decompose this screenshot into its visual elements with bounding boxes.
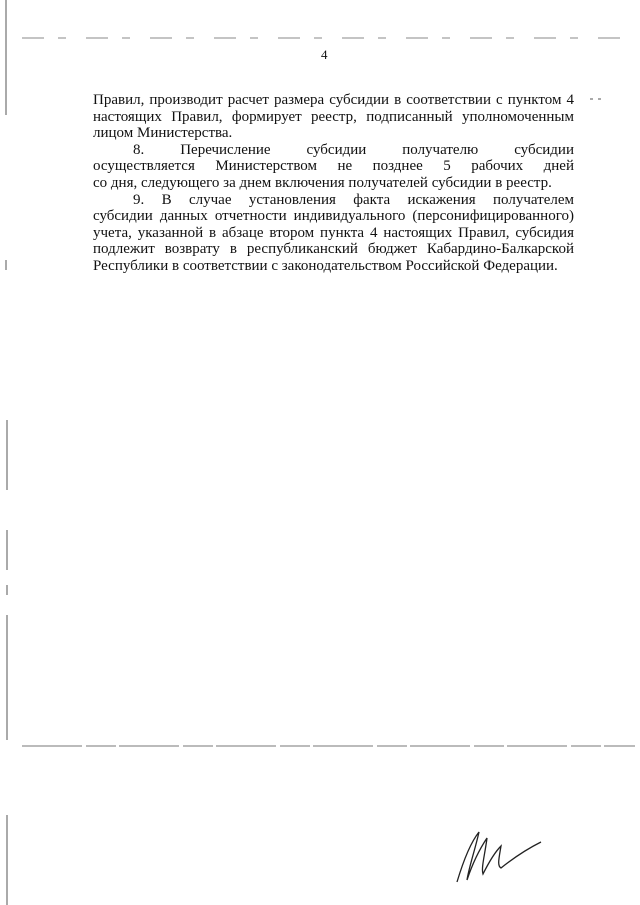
text-line: лицом Министерства. [93, 125, 233, 142]
paragraph-9-start: 9. В случае установления факта искажения получателем [133, 191, 574, 208]
paragraph-8-start: 8. Перечисление субсидии получателю субсидии [133, 141, 574, 158]
text-line: субсидии данных отчетности индивидуального (персонифицированного) [93, 208, 574, 225]
text-line: настоящих Правил, формирует реестр, подписанный уполномоченным [93, 108, 574, 125]
text-line: Республики в соответствии с законодательством Российской Федерации. [93, 257, 558, 274]
text-line: со дня, следующего за днем включения получателей субсидии в реестр. [93, 174, 552, 191]
text-line: подлежит возврату в республиканский бюджет Кабардино-Балкарской [93, 241, 574, 258]
body-text [93, 92, 574, 275]
text-line: учета, указанной в абзаце втором пункта 4 настоящих Правил, субсидия [93, 224, 574, 241]
text-line: осуществляется Министерством не позднее 5 рабочих дней [93, 158, 574, 175]
signature [445, 822, 565, 892]
text-line: Правил, производит расчет размера субсидии в соответствии с пунктом 4 [93, 92, 574, 108]
page-number: 4 [321, 47, 328, 62]
